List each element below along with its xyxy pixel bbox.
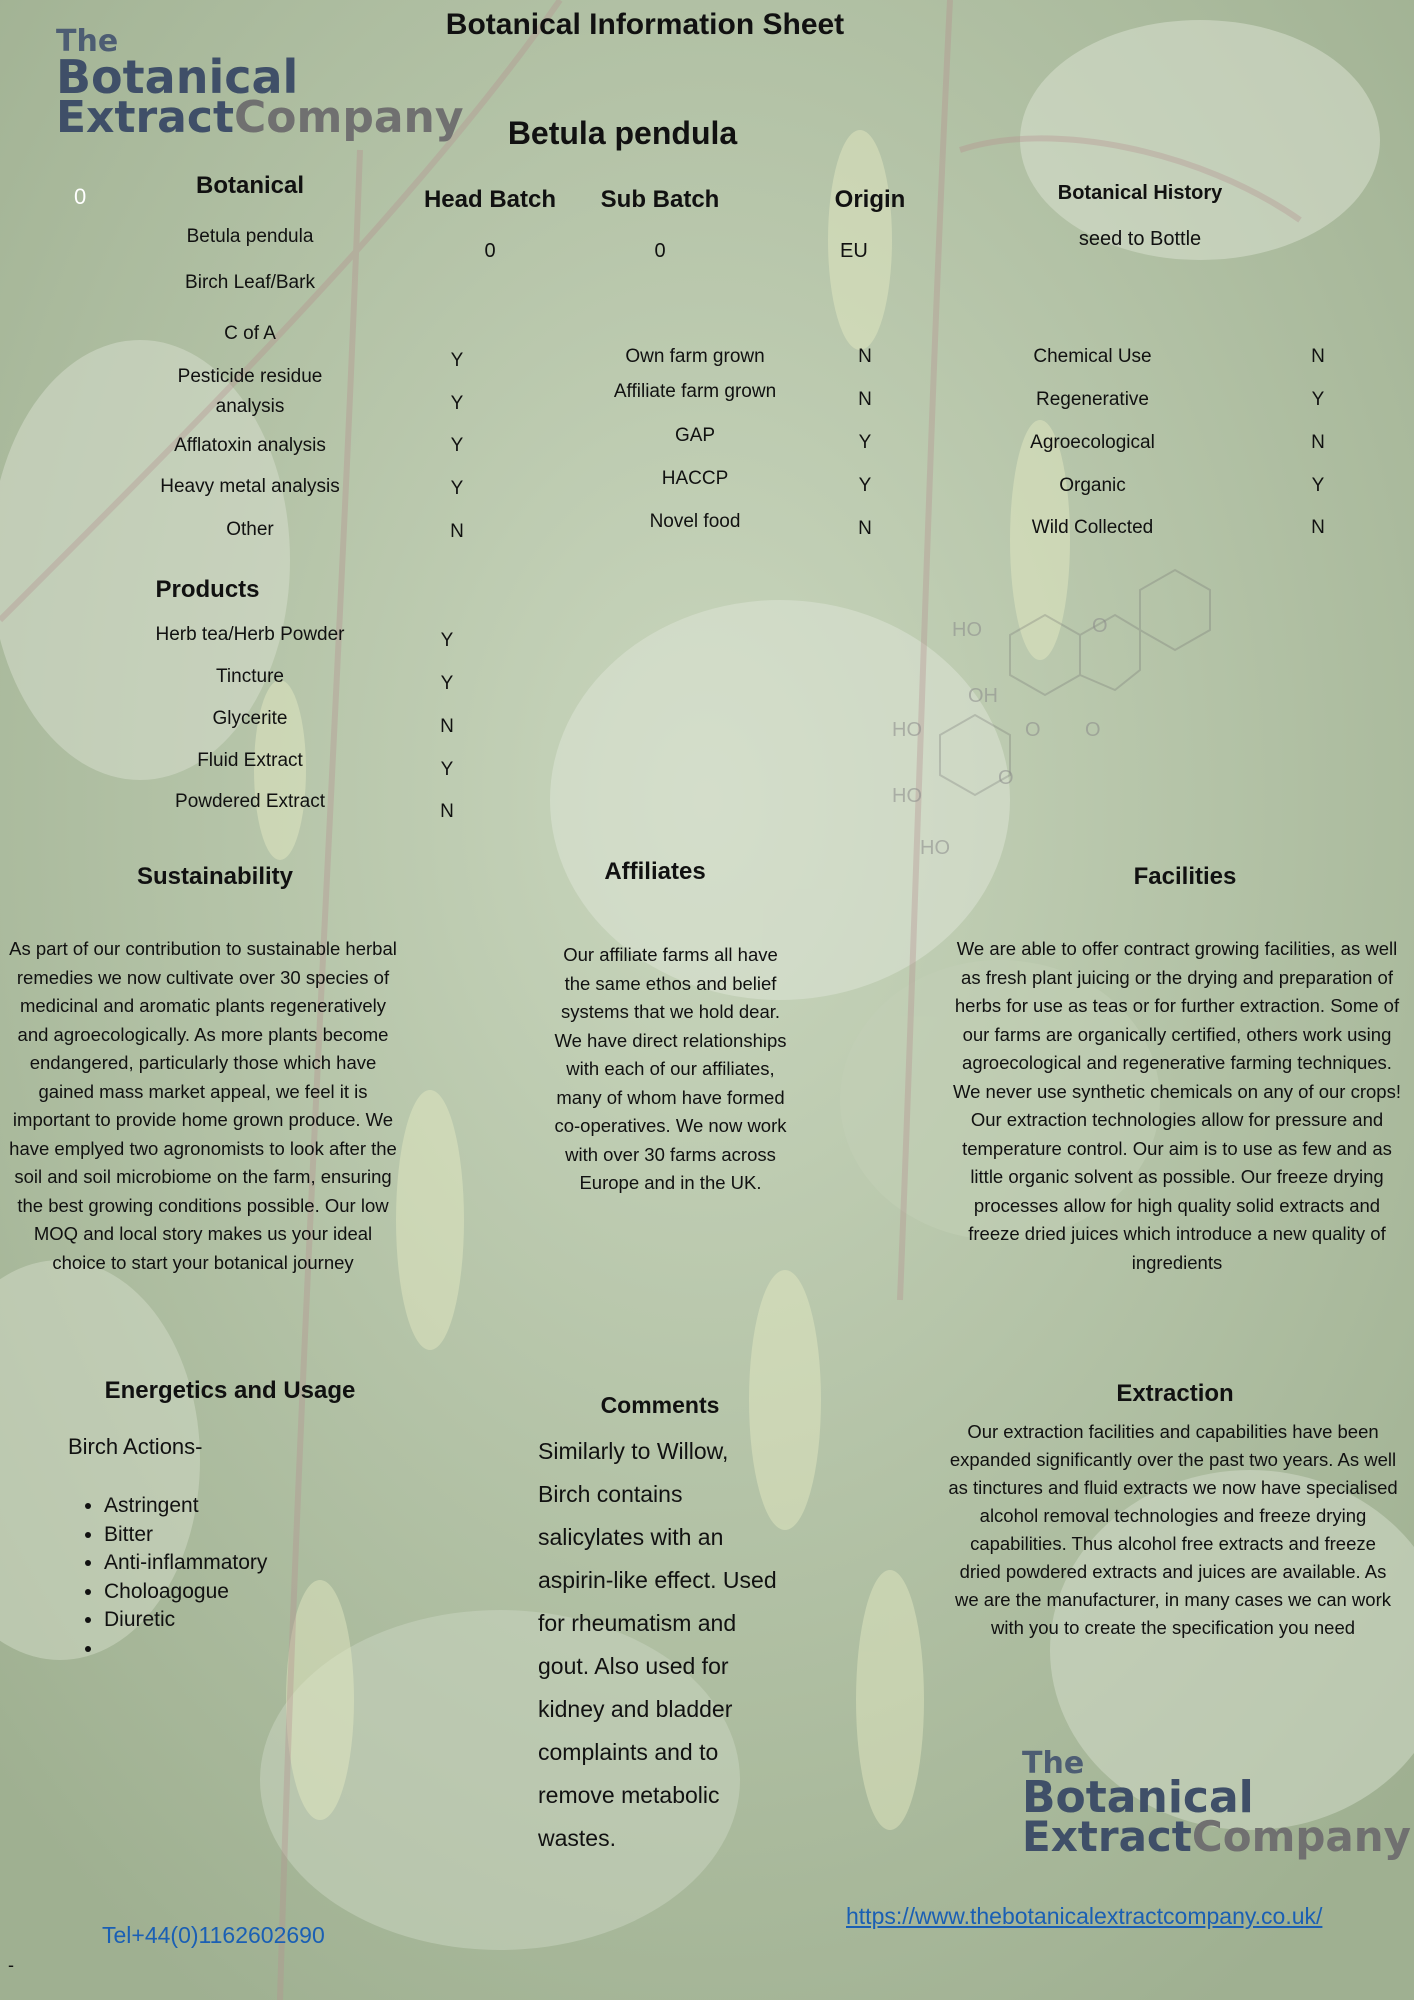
farming-label: HACCP xyxy=(661,468,729,489)
logo-the: The xyxy=(1022,1746,1085,1781)
products-heading: Products xyxy=(155,576,260,603)
practice-value: Y xyxy=(1311,389,1325,410)
practice-value: N xyxy=(1311,432,1325,453)
molecule-label: HO xyxy=(892,719,922,741)
logo-the: The xyxy=(56,24,119,59)
logo-extract: Extract xyxy=(56,91,234,143)
logo-company: Company xyxy=(1191,1812,1412,1862)
farming-value: Y xyxy=(858,475,872,496)
corner-number: 0 xyxy=(74,184,87,209)
botanical-name: Betula pendula xyxy=(186,226,314,247)
product-label: Fluid Extract xyxy=(197,750,303,771)
action-item xyxy=(104,1635,368,1664)
product-value: Y xyxy=(440,759,454,780)
affiliates-heading: Affiliates xyxy=(604,858,706,885)
logo-company: Company xyxy=(233,91,464,143)
company-logo xyxy=(56,24,464,143)
farming-label: Affiliate farm grown xyxy=(613,381,777,402)
product-value: N xyxy=(440,801,454,822)
botanical-part: Birch Leaf/Bark xyxy=(185,272,315,293)
farming-label: Own farm grown xyxy=(625,346,765,367)
sustainability-text: As part of our contribution to sustainable herbal remedies we now cultivate over 30 species of medicinal and aromatic plants regeneratively and agroecologically. As more plants become endangered, particularly those which have gained mass market appeal, we feel it is important to provide home grown produce. We have emplyed two agronomists to look after the soil and soil microbiome on the farm, ensuring the best growing conditions possible. Our low MOQ and local story makes us your ideal choice to start your botanical journey xyxy=(9,938,397,1273)
molecule-label: HO xyxy=(892,785,922,807)
extraction-heading: Extraction xyxy=(1116,1380,1234,1407)
analysis-label: Heavy metal analysis xyxy=(160,476,340,497)
phone-number: Tel+44(0)1162602690 xyxy=(102,1922,325,1948)
practice-label: Wild Collected xyxy=(1031,517,1154,538)
footer-dash: - xyxy=(8,1955,14,1975)
molecule-label: O xyxy=(1092,615,1108,637)
analysis-value: Y xyxy=(450,435,464,456)
analysis-label: C of A xyxy=(224,323,276,344)
practice-value: N xyxy=(1311,346,1325,367)
analysis-value: Y xyxy=(450,478,464,499)
farming-value: N xyxy=(858,518,872,539)
molecule-label: HO xyxy=(920,837,950,859)
product-value: N xyxy=(440,716,454,737)
analysis-label: Afflatoxin analysis xyxy=(174,435,326,456)
history-heading: Botanical History xyxy=(1057,182,1223,204)
product-value: Y xyxy=(440,630,454,651)
energetics-intro: Birch Actions- xyxy=(68,1434,203,1459)
comments-text: Similarly to Willow, Birch contains salicylates with an aspirin-like effect. Used for rheumatism and gout. Also used for kidney and bladder complaints and to remove metabolic wastes. xyxy=(538,1438,777,1851)
logo-botanical: Botanical xyxy=(56,49,299,104)
farming-value: Y xyxy=(858,432,872,453)
farming-value: N xyxy=(858,346,872,367)
farming-value: N xyxy=(858,389,872,410)
practice-label: Chemical Use xyxy=(1033,346,1152,367)
facilities-heading: Facilities xyxy=(1133,863,1237,890)
logo-extract: Extract xyxy=(1022,1812,1192,1862)
analysis-value: N xyxy=(450,521,464,542)
plant-title: Betula pendula xyxy=(507,115,738,151)
extraction-text: Our extraction facilities and capabilities have been expanded significantly over the past two years. As well as tinctures and fluid extracts we now have specialised alcohol removal technologies and freeze drying capabilities. Thus alcohol free extracts and freeze dried powdered extracts and juices are available. As we are the manufacturer, in many cases we can work with you to create the specification you need xyxy=(948,1421,1398,1638)
sustainability-heading: Sustainability xyxy=(136,863,294,890)
page-title: Botanical Information Sheet xyxy=(445,8,845,41)
molecule-label: O xyxy=(998,767,1014,789)
practice-value: N xyxy=(1311,517,1325,538)
farming-label: GAP xyxy=(674,425,716,446)
practice-label: Agroecological xyxy=(1030,432,1155,453)
product-label: Powdered Extract xyxy=(175,791,325,812)
head-batch-label: Head Batch xyxy=(423,186,557,213)
action-item: • Bitter xyxy=(104,1521,368,1550)
analysis-label: Pesticide residue analysis xyxy=(177,366,323,417)
sub-batch-value: 0 xyxy=(654,240,666,262)
practice-value: Y xyxy=(1311,475,1325,496)
farming-label: Novel food xyxy=(649,511,741,532)
molecule-label: O xyxy=(1085,719,1101,741)
analysis-value: Y xyxy=(450,393,464,414)
molecule-label: OH xyxy=(968,685,998,707)
botanical-heading: Botanical xyxy=(195,172,305,199)
product-label: Tincture xyxy=(216,666,284,687)
product-label: Herb tea/Herb Powder xyxy=(155,624,345,645)
comments-heading: Comments xyxy=(600,1392,720,1418)
head-batch-value: 0 xyxy=(484,240,496,262)
product-value: Y xyxy=(440,673,454,694)
analysis-label: Other xyxy=(226,519,274,540)
molecule-label: O xyxy=(1025,719,1041,741)
action-item: • Choloagogue xyxy=(104,1578,368,1607)
origin-label: Origin xyxy=(834,186,906,213)
product-label: Glycerite xyxy=(212,708,288,729)
practice-label: Organic xyxy=(1059,475,1126,496)
energetics-actions-list xyxy=(68,1492,368,1663)
analysis-value: Y xyxy=(450,350,464,371)
molecule-labels xyxy=(880,615,1120,865)
energetics-heading: Energetics and Usage xyxy=(104,1377,356,1404)
logo-botanical: Botanical xyxy=(1022,1771,1254,1823)
company-logo-bottom xyxy=(1022,1746,1412,1862)
facilities-text: We are able to offer contract growing facilities, as well as fresh plant juicing or the drying and preparation of herbs for use as teas or for further extraction. Some of our farms are organically certified, others work using agroecological and regenerative farming techniques. We never use synthetic chemicals on any of our crops! Our extraction technologies allow for pressure and temperature control. Our aim is to use as few and as little organic solvent as possible. Our freeze drying processes allow for high quality solid extracts and freeze dried juices which introduce a new quality of ingredients xyxy=(953,938,1401,1273)
sub-batch-label: Sub Batch xyxy=(600,186,720,213)
molecule-label: HO xyxy=(952,619,982,641)
practice-label: Regenerative xyxy=(1035,389,1150,410)
action-item: • Anti-inflammatory xyxy=(104,1549,368,1578)
history-value: seed to Bottle xyxy=(1078,228,1202,250)
action-item: • Astringent xyxy=(104,1492,368,1521)
origin-value: EU xyxy=(840,240,868,262)
website-link[interactable]: https://www.thebotanicalextractcompany.co.uk/ xyxy=(846,1903,1323,1929)
affiliates-text: Our affiliate farms all have the same ethos and belief systems that we hold dear. We have direct relationships with each of our affiliates, many of whom have formed co-operatives. We now work with over 30 farms across Europe and in the UK. xyxy=(554,944,787,1193)
action-item: • Diuretic xyxy=(104,1606,368,1635)
